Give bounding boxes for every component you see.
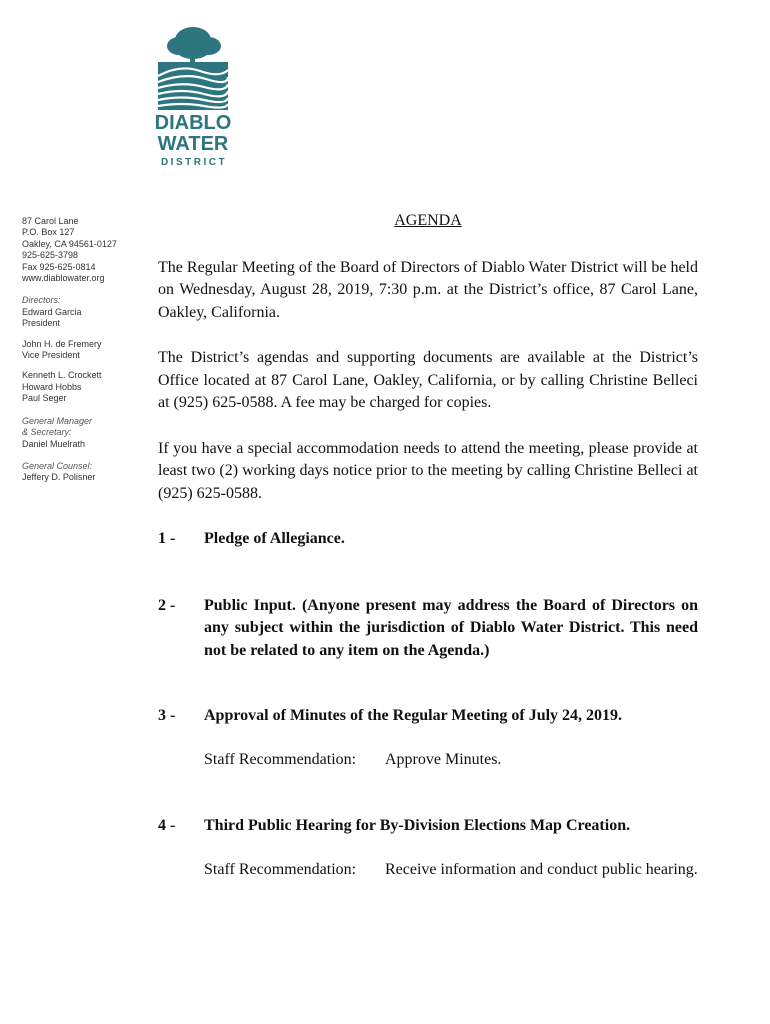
tree-landscape-icon bbox=[152, 24, 234, 110]
staff-recommendation-value: Receive information and conduct public hearing. bbox=[385, 860, 698, 878]
agenda-item-number: 4 - bbox=[158, 817, 176, 834]
staff-recommendation bbox=[204, 859, 698, 882]
meeting-notice-paragraph: The Regular Meeting of the Board of Directors of Diablo Water District will be held on Wednesday, August 28, 2019, 7:30 p.m. at the District’s office, 87 Carol Lane, Oakley, California. bbox=[158, 258, 698, 321]
director-title: Vice President bbox=[22, 350, 80, 361]
agenda-item-2 bbox=[158, 595, 698, 663]
general-manager-heading: General Manager bbox=[22, 415, 93, 426]
director-name: Paul Seger bbox=[22, 393, 67, 404]
agenda-item-number: 3 - bbox=[158, 707, 176, 724]
accommodation-paragraph: If you have a special accommodation needs to attend the meeting, please provide at least two (2) working days notice prior to the meeting by calling Christine Belleci at (925) 625-0588. bbox=[158, 439, 698, 502]
general-manager-name: Daniel Muelrath bbox=[22, 438, 86, 449]
director-name: Edward Garcia bbox=[22, 306, 82, 317]
agenda-body bbox=[158, 210, 698, 881]
phone-number: 925-625-3798 bbox=[22, 250, 79, 261]
agenda-item-title: Pledge of Allegiance. bbox=[204, 530, 345, 547]
page-title: AGENDA bbox=[394, 212, 462, 229]
agenda-item-1 bbox=[158, 528, 698, 551]
agenda-item-4 bbox=[158, 815, 698, 881]
general-counsel-heading: General Counsel: bbox=[22, 460, 93, 471]
director-name: Kenneth L. Crockett bbox=[22, 370, 102, 381]
district-logo bbox=[152, 24, 234, 168]
fax-number: Fax 925-625-0814 bbox=[22, 261, 96, 272]
logo-word-water: WATER bbox=[157, 133, 229, 155]
agenda-item-title: Third Public Hearing for By-Division Elections Map Creation. bbox=[204, 817, 631, 834]
staff-recommendation-value: Approve Minutes. bbox=[385, 750, 502, 768]
documents-availability-paragraph: The District’s agendas and supporting documents are available at the District’s Office located at 87 Carol Lane, Oakley, California, or by calling Christine Belleci at (925) 625-0588. A fee may be charged for copies. bbox=[158, 349, 698, 411]
secretary-heading: & Secretary: bbox=[22, 427, 72, 438]
address-block bbox=[22, 216, 142, 284]
director-title: President bbox=[22, 318, 61, 329]
logo-word-district: DISTRICT bbox=[160, 157, 228, 168]
address-street: 87 Carol Lane bbox=[22, 216, 79, 226]
director-name: Howard Hobbs bbox=[22, 381, 82, 392]
agenda-item-title: Approval of Minutes of the Regular Meeting of July 24, 2019. bbox=[204, 707, 623, 724]
agenda-item-title: Public Input. (Anyone present may address the Board of Directors on any subject within the jurisdiction of Diablo Water District. This need not be related to any item on the Agenda.) bbox=[204, 596, 698, 659]
staff-recommendation-label: Staff Recommendation: bbox=[204, 860, 357, 878]
staff-recommendation-label: Staff Recommendation: bbox=[204, 750, 357, 768]
logo-word-diablo: DIABLO bbox=[154, 112, 232, 134]
staff-recommendation bbox=[204, 749, 698, 772]
address-po-box: P.O. Box 127 bbox=[22, 227, 75, 238]
agenda-item-3 bbox=[158, 705, 698, 771]
agenda-item-number: 1 - bbox=[158, 530, 176, 547]
address-city: Oakley, CA 94561-0127 bbox=[22, 238, 117, 249]
general-counsel-name: Jeffery D. Polisner bbox=[22, 472, 96, 483]
agenda-item-number: 2 - bbox=[158, 596, 176, 614]
website-link[interactable]: www.diablowater.org bbox=[22, 273, 105, 284]
directors-heading: Directors: bbox=[22, 295, 61, 306]
sidebar-contact-info bbox=[22, 216, 142, 484]
director-name: John H. de Fremery bbox=[22, 338, 102, 349]
